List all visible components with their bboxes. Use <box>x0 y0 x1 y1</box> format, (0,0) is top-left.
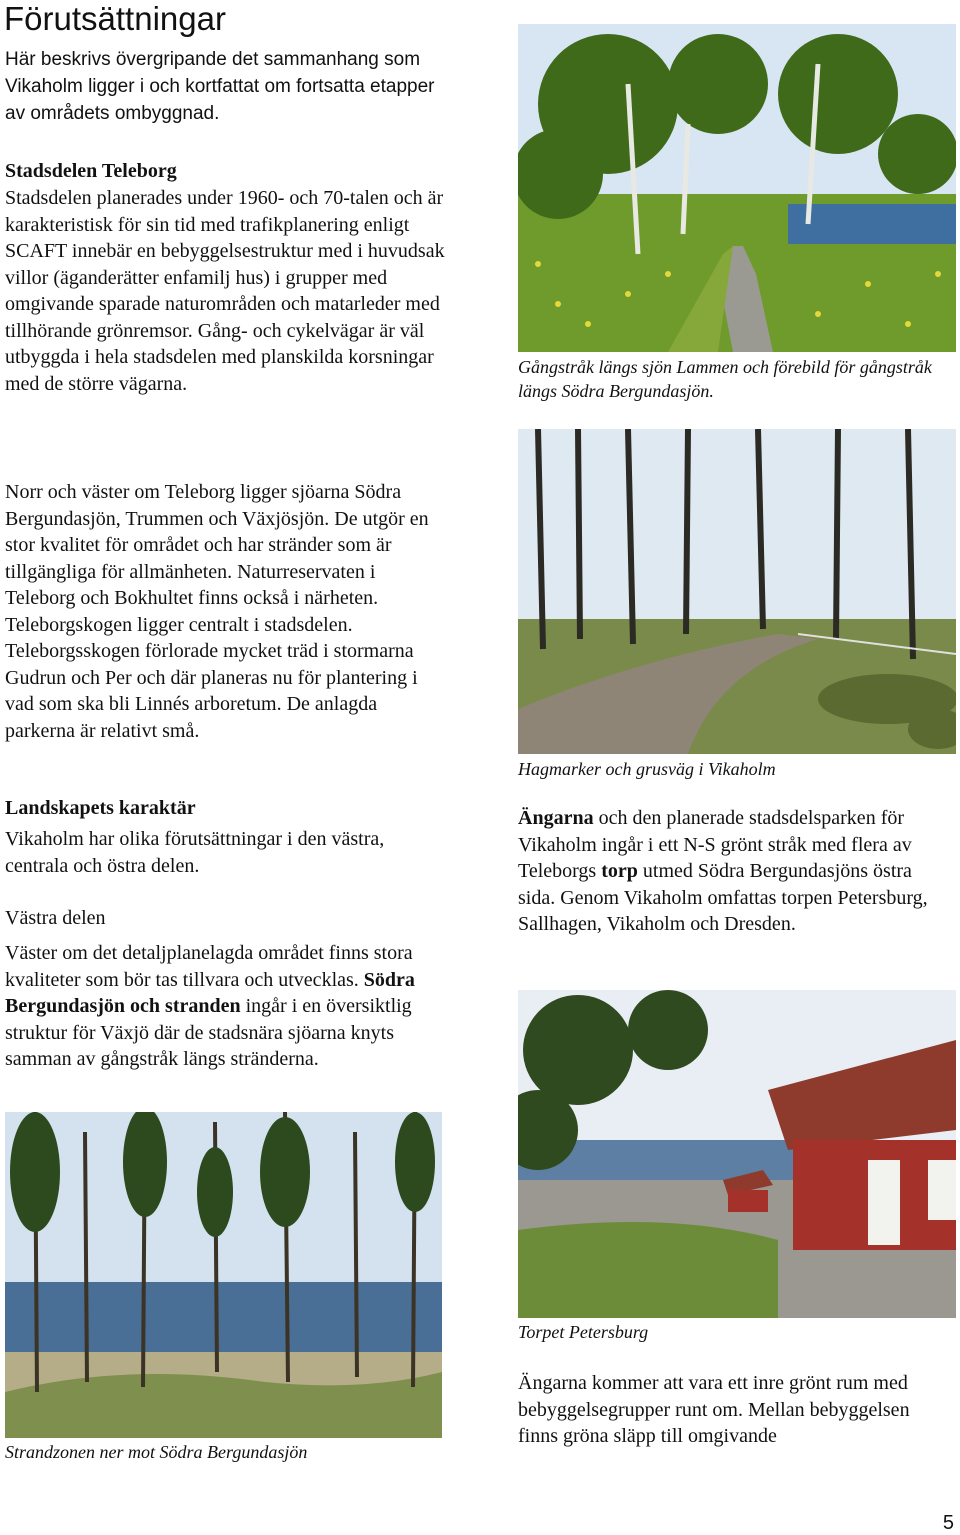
meadows-text-1: och den planerade stadsdelsparken för Vikaholm ingår i ett N-S grönt stråk med flera av Teleborgs <box>518 807 912 882</box>
caption-torp: Torpet Petersburg <box>518 1322 649 1342</box>
section-heading-west: Västra delen <box>5 907 106 929</box>
page-number: 5 <box>942 1512 954 1534</box>
page-title: Förutsättningar <box>4 0 226 37</box>
teleborg-paragraph: Stadsdelen planerades under 1960- och 70-talen och är karakteristisk för sin tid med trafikplanering enligt SCAFT innebär en bebyggelsestruktur med i huvudsak villor (äganderätter enfamilj hus) i grupper med omgivande sparade naturområden och matarleder med tillhörande grönremsor. Gång- och cykelvägar är väl utbyggda i hela stadsdelen med planskilda korsningar med de större vägarna. <box>5 187 445 395</box>
meadows-paragraph <box>518 805 948 938</box>
path-photo <box>518 24 956 352</box>
meadows-bold-2: torp <box>601 860 638 882</box>
torp-photo <box>518 990 956 1318</box>
section-heading-landscape: Landskapets karaktär <box>5 797 196 819</box>
gravel-road-photo <box>518 429 956 754</box>
section-heading-teleborg: Stadsdelen Teleborg <box>5 160 177 182</box>
intro-text: Här beskrivs övergripande det sammanhang som Vikaholm ligger i och kortfattat om fortsatta etapper av områdets ombyggnad. <box>5 49 435 124</box>
caption-gravel: Hagmarker och grusväg i Vikaholm <box>518 759 776 779</box>
caption-shore: Strandzonen ner mot Södra Bergundasjön <box>5 1442 308 1462</box>
west-text-end: ingår i en översiktlig struktur för Växjö där de stadsnära sjöarna knyts samman av gångstråk längs stränderna. <box>5 995 412 1070</box>
landscape-paragraph: Vikaholm har olika förutsättningar i den västra, centrala och östra delen. <box>5 828 385 877</box>
lakes-paragraph: Norr och väster om Teleborg ligger sjöarna Södra Bergundasjön, Trummen och Växjösjön. De utgör en stor kvalitet för området och har stränder som är tillgängliga för allmänheten. Naturreservaten i Teleborg och Bokhultet finns också i närheten. Teleborgskogen ligger centralt i stadsdelen. Teleborgsskogen förlorade mycket träd i stormarna Gudrun och Per och där planeras nu för plantering i vad som ska bli Linnés arboretum. De anlagda parkerna är relativt små. <box>5 481 429 742</box>
west-paragraph <box>5 940 453 1073</box>
caption-path: Gångstråk längs sjön Lammen och förebild för gångstråk längs Södra Bergundasjön. <box>518 357 932 401</box>
meadows-text-2: utmed Södra Bergundasjöns östra sida. Genom Vikaholm omfattas torpen Petersburg, Sallhagen, Vikaholm och Dresden. <box>518 860 928 935</box>
closing-paragraph: Ängarna kommer att vara ett inre grönt rum med bebyggelsegrupper runt om. Mellan bebyggelsen finns gröna släpp till omgivande <box>518 1372 910 1447</box>
west-text-bold: Södra Bergundasjön och stranden <box>5 968 415 1017</box>
shore-photo <box>5 1112 442 1438</box>
west-text-start: Väster om det detaljplanelagda området finns stora kvaliteter som bör tas tillvara och utvecklas. <box>5 942 413 991</box>
meadows-bold-1: Ängarna <box>518 807 594 829</box>
